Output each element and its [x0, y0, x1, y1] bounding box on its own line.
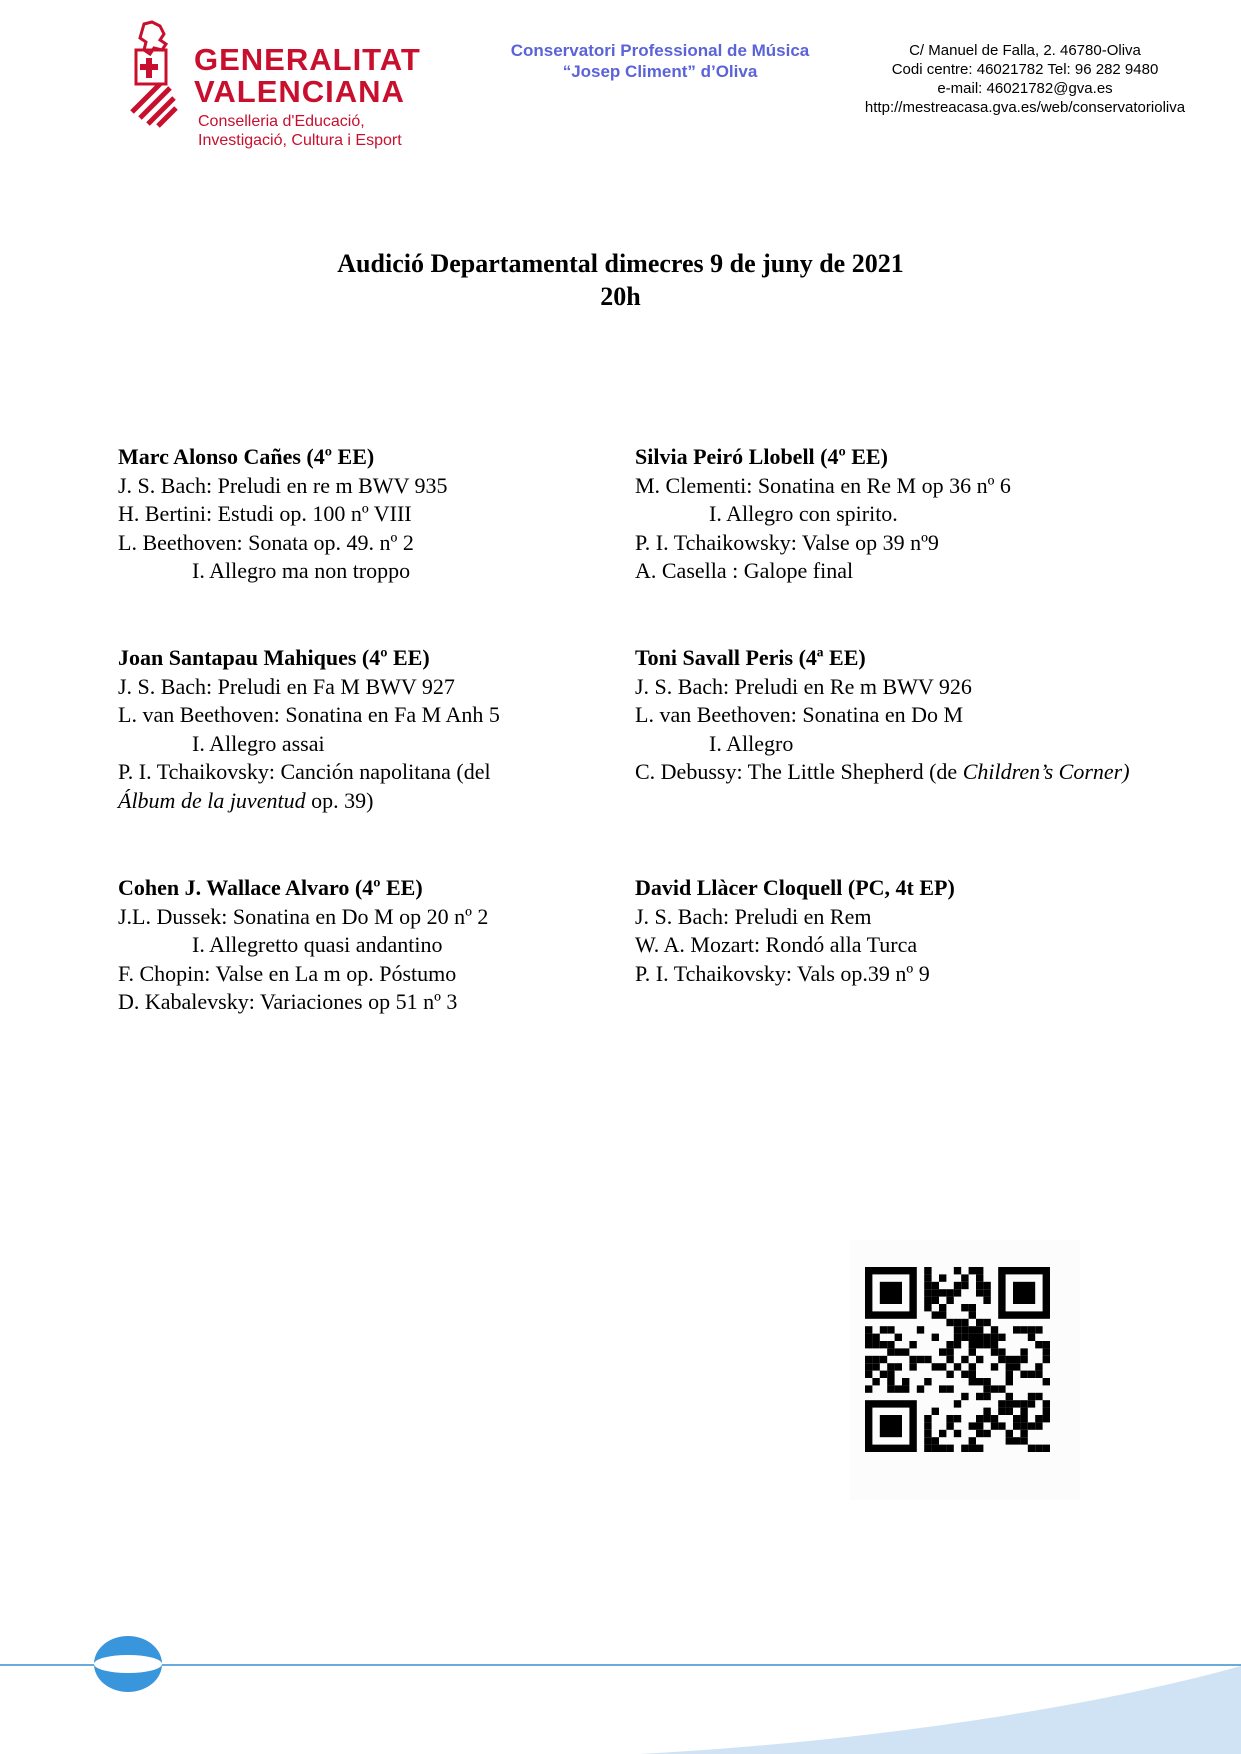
piece-line: L. van Beethoven: Sonatina en Do M	[635, 702, 964, 728]
contact-email[interactable]: e-mail: 46021782@gva.es	[937, 80, 1113, 97]
performer-block	[635, 644, 1145, 787]
contact-address: C/ Manuel de Falla, 2. 46780-Oliva	[909, 42, 1141, 59]
title-line-2: 20h	[600, 282, 641, 311]
piece-line	[118, 758, 588, 815]
conservatory-line-2: “Josep Climent” d’Oliva	[562, 62, 758, 81]
contact-web[interactable]: http://mestreacasa.gva.es/web/conservatorioliva	[864, 99, 1186, 116]
piece-line: J. S. Bach: Preludi en re m BWV 935	[118, 472, 448, 498]
movement-line: I. Allegro assai	[192, 730, 325, 756]
qr-code-icon	[850, 1240, 1080, 1500]
performer-name: David Llàcer Cloquell (PC, 4t EP)	[635, 875, 955, 900]
piece-line: P. I. Tchaikowsky: Valse op 39 nº9	[635, 529, 939, 555]
piece-line: L. van Beethoven: Sonatina en Fa M Anh 5	[118, 702, 500, 728]
piece-line: J. S. Bach: Preludi en Rem	[635, 903, 872, 929]
conservatory-name	[470, 40, 850, 82]
qr-code[interactable]	[850, 1240, 1080, 1500]
performer-block	[118, 443, 588, 586]
piece-line	[635, 758, 1145, 787]
performer-name: Silvia Peiró Llobell (4º EE)	[635, 444, 888, 469]
logo-line-1: GENERALITAT	[194, 42, 421, 77]
piece-title-italic: Children’s Corner)	[962, 759, 1130, 785]
piece-line: J. S. Bach: Preludi en Fa M BWV 927	[118, 673, 455, 699]
coat-of-arms-icon	[130, 20, 182, 128]
title-line-1: Audició Departamental dimecres 9 de juny de 2021	[337, 249, 904, 278]
piece-line: J.L. Dussek: Sonatina en Do M op 20 nº 2	[118, 903, 489, 929]
piece-line: M. Clementi: Sonatina en Re M op 36 nº 6	[635, 472, 1011, 498]
performer-name: Toni Savall Peris (4ª EE)	[635, 645, 866, 670]
piece-text: C. Debussy: The Little Shepherd (de	[635, 759, 963, 785]
performer-block	[118, 874, 588, 1017]
performer-block	[635, 874, 1105, 988]
piece-line: F. Chopin: Valse en La m op. Póstumo	[118, 960, 457, 986]
piece-line: L. Beethoven: Sonata op. 49. nº 2	[118, 529, 414, 555]
movement-line: I. Allegro con spirito.	[709, 501, 898, 527]
performer-block	[635, 443, 1105, 586]
movement-line: I. Allegro ma non troppo	[192, 558, 411, 584]
footer-wave-shape	[640, 1666, 1241, 1754]
logo-subtitle-2: Investigació, Cultura i Esport	[198, 132, 402, 149]
performer-name: Joan Santapau Mahiques (4º EE)	[118, 645, 430, 670]
piece-text: P. I. Tchaikovsky: Canción napolitana (del	[118, 759, 491, 785]
piece-text: op. 39)	[305, 787, 374, 813]
conservatory-line-1: Conservatori Professional de Música	[510, 41, 810, 60]
movement-line: I. Allegretto quasi andantino	[192, 932, 443, 958]
page-title	[0, 247, 1241, 313]
piece-line: A. Casella : Galope final	[635, 558, 854, 584]
contact-codes: Codi centre: 46021782 Tel: 96 282 9480	[891, 61, 1159, 78]
footer-oval-stripe	[94, 1655, 162, 1673]
performer-name: Marc Alonso Cañes (4º EE)	[118, 444, 375, 469]
logo-line-2: VALENCIANA	[194, 74, 405, 109]
logo-subtitle-1: Conselleria d'Educació,	[198, 113, 365, 130]
movement-line: I. Allegro	[709, 730, 794, 756]
contact-block	[840, 41, 1210, 117]
piece-line: H. Bertini: Estudi op. 100 nº VIII	[118, 501, 412, 527]
performer-block	[118, 644, 588, 816]
piece-line: D. Kabalevsky: Variaciones op 51 nº 3	[118, 989, 458, 1015]
piece-line: W. A. Mozart: Rondó alla Turca	[635, 932, 918, 958]
generalitat-logo	[130, 18, 430, 153]
piece-line: P. I. Tchaikovsky: Vals op.39 nº 9	[635, 960, 930, 986]
footer-wave	[0, 1620, 1241, 1754]
performer-name: Cohen J. Wallace Alvaro (4º EE)	[118, 875, 423, 900]
piece-line: J. S. Bach: Preludi en Re m BWV 926	[635, 673, 972, 699]
piece-title-italic: Álbum de la juventud	[118, 787, 306, 813]
